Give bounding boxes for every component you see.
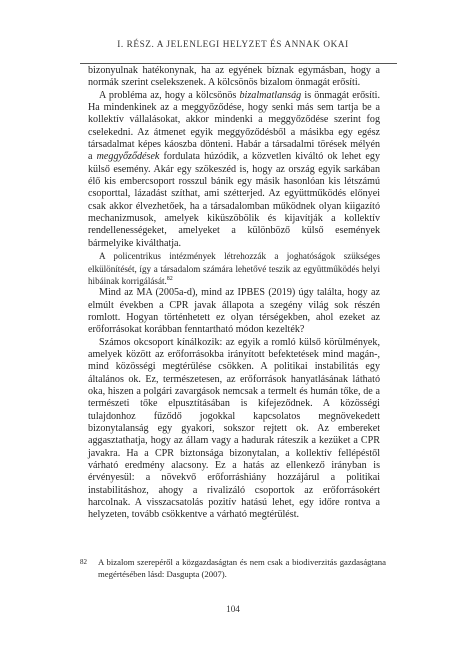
header-rule — [80, 63, 397, 64]
footnote-ref: 82 — [166, 275, 173, 282]
text-run: A probléma az, hogy a kölcsönös — [99, 89, 240, 101]
text-run: Számos okcsoport kínálkozik: az egyik a romló külső körülmények, amelyek között az erőforrásokba irányított befektetések mind magán-, mind közösségi megtérülése csökken. A politikai instabilitás egy általános ok. Ez, természetesen, az erőforrások hanyatlásának látható oka, hiszen a polgári zavargások nemcsak a termelt és humán tőke, de a természeti tőke elpusztításában is kifejeződnek. A közösségi tulajdonhoz fűződő jogokkal kapcsolatos megnövekedett bizonytalanság egy gyakori, sokszor rejtett ok. Az embereket aggasztathatja, hogy az állam vagy a hadurak ráteszik a kezüket a CPR javakra. Ha a CPR biztonsága bizonytalan, a kollektív fellépéstől várható eredmény alacsony. Ez a hatás az ellenkező irányban is érvényesül: a növekvő erőforráshiány hozzájárul a politikai instabilitáshoz, ahogy a rivalizáló csoportok az erőforrásokért harcolnak. A visszacsatolás pozitív hatású lehet, egy időre rontva a helyzeten, tovább csökkentve a várható megtérülést. — [88, 336, 380, 521]
paragraph — [88, 250, 380, 287]
text-run: bizonyulnak hatékonynak, ha az egyének bíznak egymásban, hogy a normák szerint cselekszenek. A kölcsönös bizalom önmagát erősíti. — [88, 65, 380, 89]
footnote-mark: 82 — [80, 558, 87, 566]
paragraph — [88, 90, 380, 250]
text-run: A policentrikus intézmények létrehozzák a joghatóságok szükséges elkülönítését, így a társadalom számára lehetővé teszik az együttműködés helyi hibáinak korrigálását. — [88, 251, 380, 286]
running-header: I. RÉSZ. A JELENLEGI HELYZET ÉS ANNAK OKAI — [117, 39, 349, 49]
paragraph — [88, 287, 380, 336]
text-run: is önmagát erősíti. Ha mindenkinek az a meggyőződése, hogy senki más sem tartja be a kollektív vállalásokat, akkor mindenki a meggyőződése szerint fog cselekedni. Az átmenet egyik meggyőződésből a másikba egy egész társadalmat képes káoszba dönteni. Habár a társadalmi törések mélyén a — [88, 89, 380, 163]
footnote-text: A bizalom szerepéről a közgazdaságtan és nem csak a biodiverzitás gazdaságtana megértésében lásd: Dasgupta (2007). — [98, 557, 386, 579]
text-run: Mind az MA (2005a-d), mind az IPBES (2019) úgy találta, hogy az elmúlt években a CPR javak állapota a szegény világ sok részén romlott. Hogyan történhetett ez olyan térségekben, ahol ezeket az erőforrásokat korábban fenntartható módon kezelték? — [88, 287, 380, 336]
page-number: 104 — [226, 604, 240, 614]
body-text — [88, 65, 380, 522]
paragraph — [88, 337, 380, 522]
italic-term: meggyőződések — [96, 151, 160, 163]
footnote — [80, 557, 386, 580]
italic-term: bizalmatlanság — [239, 89, 302, 101]
text-run: fordulata húzódik, a közvetlen kiváltó ok lehet egy külső esemény. Akár egy szökeszéd is, hogy az ország egyik sarkában élő kis embercsoport rosszul bánik egy másik hasonlóan kis létszámú csoporttal, lázadást szíthat, ami szétterjed. Az együttműködés előnyei csak akkor élvezhetőek, ha a társadalomban működnek olyan kiigazító mechanizmusok, amelyek kiküszöbölik és kijavítják a kollektív rendellenességeket, amelyeket a különböző külső események bármelyike kiválthatja. — [88, 151, 380, 249]
paragraph — [88, 65, 380, 90]
